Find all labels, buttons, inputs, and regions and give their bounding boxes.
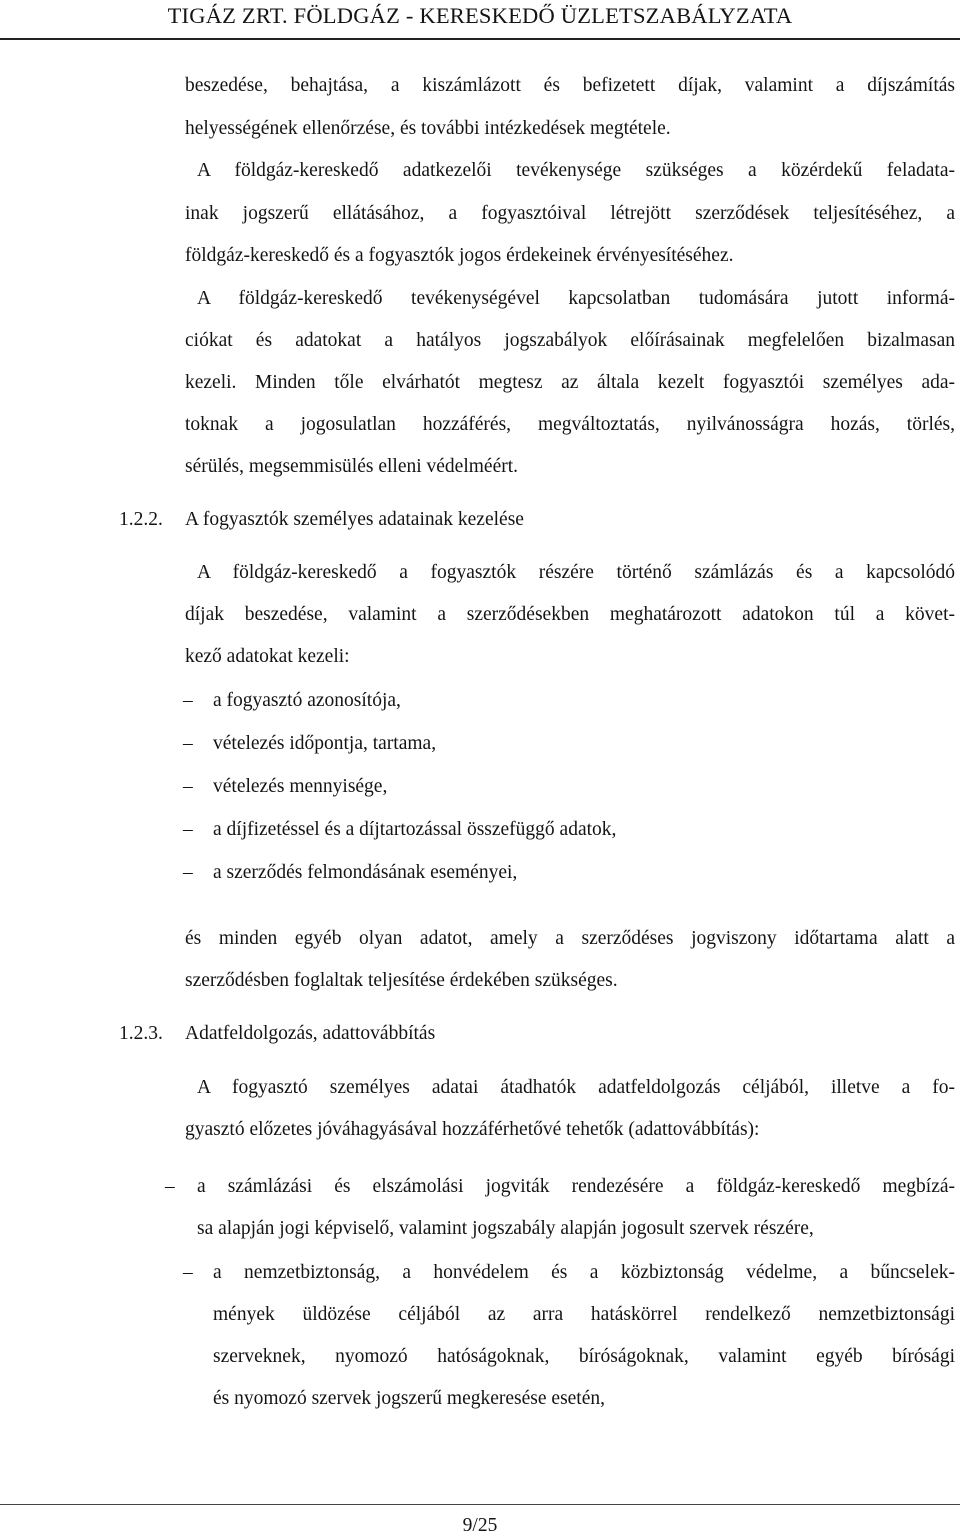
page-number: 9/25 [462,1515,498,1536]
section-number: 1.2.2. [119,509,163,530]
paragraph-line: ciókat és adatokat a hatályos jogszabályok előírásainak megfelelően bizalmasan [185,330,955,351]
paragraph-line: toknak a jogosulatlan hozzáférés, megváltoztatás, nyilvánosságra hozás, törlés, [185,414,955,435]
list-item-line: mények üldözése céljából az arra hatáskörrel rendelkező nemzetbiztonsági [213,1304,955,1325]
list-item-line: és nyomozó szervek jogszerű megkeresése esetén, [213,1388,606,1409]
section-number: 1.2.3. [119,1023,163,1044]
list-item: vételezés mennyisége, [213,776,388,797]
list-item: a díjfizetéssel és a díjtartozással összefüggő adatok, [213,819,617,840]
footer-rule [0,1504,960,1505]
paragraph-line: beszedése, behajtása, a kiszámlázott és befizetett díjak, valamint a díjszámítás [185,75,955,96]
list-dash: – [183,690,193,711]
paragraph-line: kező adatokat kezeli: [185,646,350,667]
list-item-line: szerveknek, nyomozó hatóságoknak, bíróságoknak, valamint egyéb bírósági [213,1346,955,1367]
paragraph-line: A fogyasztó személyes adatai átadhatók adatfeldolgozás céljából, illetve a fo- [197,1077,955,1098]
list-dash: – [183,733,193,754]
list-item: vételezés időpontja, tartama, [213,733,437,754]
list-item-line: a nemzetbiztonság, a honvédelem és a közbiztonság védelme, a bűncselek- [213,1262,955,1283]
paragraph-line: A földgáz-kereskedő tevékenységével kapcsolatban tudomására jutott informá- [197,288,955,309]
list-item: a szerződés felmondásának eseményei, [213,862,518,883]
paragraph-line: díjak beszedése, valamint a szerződésekben meghatározott adatokon túl a követ- [185,604,955,625]
list-item: a fogyasztó azonosítója, [213,690,401,711]
list-dash: – [183,819,193,840]
list-dash: – [183,862,193,883]
list-dash: – [183,776,193,797]
paragraph-line: helyességének ellenőrzése, és további intézkedések megtétele. [185,118,671,139]
paragraph-line: sérülés, megsemmisülés elleni védelméért. [185,456,519,477]
header-title: TIGÁZ ZRT. FÖLDGÁZ - KERESKEDŐ ÜZLETSZABÁLYZATA [167,3,793,28]
paragraph-line: kezeli. Minden tőle elvárhatót megtesz az általa kezelt fogyasztói személyes ada- [185,372,955,393]
list-item-line: sa alapján jogi képviselő, valamint jogszabály alapján jogosult szervek részére, [197,1218,814,1239]
paragraph-line: A földgáz-kereskedő adatkezelői tevékenysége szükséges a közérdekű feladata- [197,160,955,181]
list-dash: – [165,1176,175,1197]
paragraph-line: inak jogszerű ellátásához, a fogyasztóival létrejött szerződések teljesítéséhez, a [185,203,955,224]
paragraph-line: gyasztó előzetes jóváhagyásával hozzáférhetővé tehetők (adattovábbítás): [185,1119,760,1140]
list-item-line: a számlázási és elszámolási jogviták rendezésére a földgáz-kereskedő megbízá- [197,1176,955,1197]
paragraph-line: földgáz-kereskedő és a fogyasztók jogos érdekeinek érvényesítéséhez. [185,245,734,266]
section-title: A fogyasztók személyes adatainak kezelése [185,509,524,530]
paragraph-line: A földgáz-kereskedő a fogyasztók részére történő számlázás és a kapcsolódó [197,562,955,583]
paragraph-line: és minden egyéb olyan adatot, amely a szerződéses jogviszony időtartama alatt a [185,928,955,949]
list-dash: – [183,1262,193,1283]
paragraph-line: szerződésben foglaltak teljesítése érdekében szükséges. [185,970,618,991]
section-title: Adatfeldolgozás, adattovábbítás [185,1023,436,1044]
